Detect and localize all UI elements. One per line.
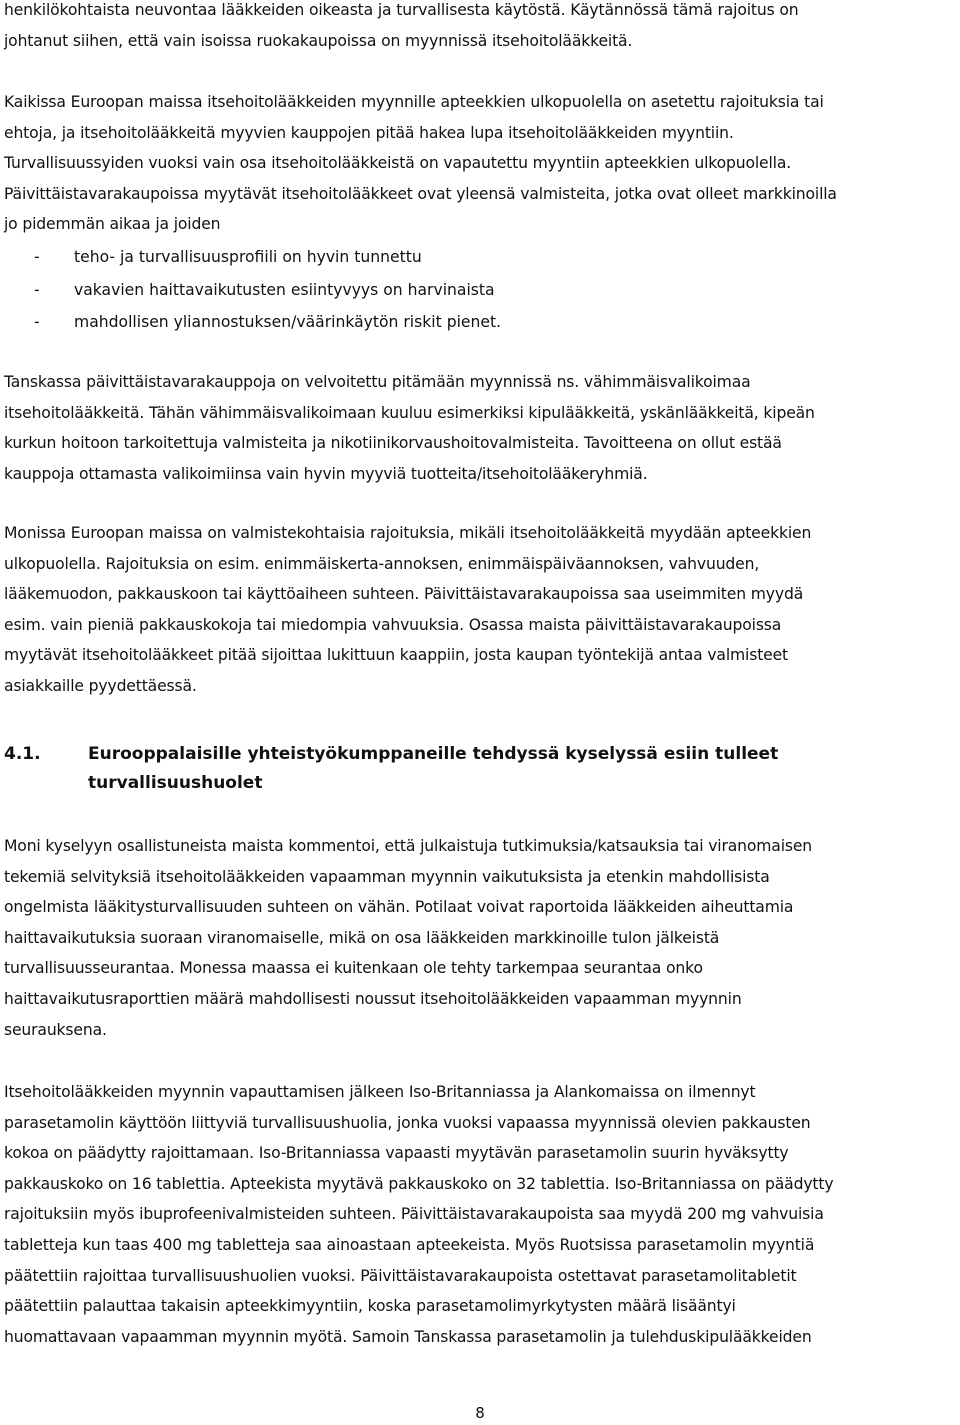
dash-bullet: -	[34, 280, 40, 299]
text-line: Turvallisuussyiden vuoksi vain osa itsehoitolääkkeistä on vapautettu myyntiin apteekkien ulkopuolella.	[4, 154, 792, 173]
text-line: henkilökohtaista neuvontaa lääkkeiden oikeasta ja turvallisesta käytöstä. Käytännössä tämä rajoitus on	[4, 1, 799, 19]
text-line: kokoa on päädytty rajoittamaan. Iso-Britanniassa vapaasti myytävän parasetamolin suurin hyväksytty	[4, 1144, 789, 1163]
text-line: Tanskassa päivittäistavarakauppoja on velvoitettu pitämään myynnissä ns. vähimmäisvalikoimaa	[4, 373, 751, 391]
text-line: tekemiä selvityksiä itsehoitolääkkeiden vapaamman myynnin vaikutuksista ja etenkin mahdollisista	[4, 867, 770, 886]
text-line: parasetamolin käyttöön liittyviä turvallisuushuolia, jonka vuoksi vapaassa myynnissä olevien pakkausten	[4, 1113, 811, 1132]
survey-paragraph	[4, 831, 812, 1045]
text-line: huomattavaan vapaamman myynnin myötä. Samoin Tanskassa parasetamolin ja tulehduskipulääkkeiden	[4, 1327, 812, 1346]
list-item-text: vakavien haittavaikutusten esiintyvyys on harvinaista	[74, 280, 495, 299]
intro-paragraph	[4, 0, 799, 56]
dash-bullet: -	[34, 248, 40, 266]
text-line: haittavaikutusraporttien määrä mahdollisesti noussut itsehoitolääkkeiden vapaamman myynnin	[4, 989, 742, 1008]
text-line: ongelmista lääkitysturvallisuuden suhteen on vähän. Potilaat voivat raportoida lääkkeiden aiheuttamia	[4, 898, 794, 917]
text-line: päätettiin palauttaa takaisin apteekkimyyntiin, koska parasetamolimyrkytysten määrä lisääntyi	[4, 1297, 736, 1316]
list-item	[4, 241, 501, 274]
text-line: ehtoja, ja itsehoitolääkkeitä myyvien kauppojen pitää hakea lupa itsehoitolääkkeiden myyntiin.	[4, 123, 734, 142]
text-line: rajoituksiin myös ibuprofeenivalmisteiden suhteen. Päivittäistavarakaupoista saa myydä 200 mg vahvuisia	[4, 1205, 824, 1224]
denmark-paragraph	[4, 367, 815, 489]
text-line: asiakkaille pyydettäessä.	[4, 676, 197, 695]
text-line: myytävät itsehoitolääkkeet pitää sijoittaa lukittuun kaappiin, josta kaupan työntekijä antaa valmisteet	[4, 646, 789, 665]
dash-bullet: -	[34, 313, 40, 331]
text-line: Kaikissa Euroopan maissa itsehoitolääkkeiden myynnille apteekkien ulkopuolella on asetettu rajoituksia tai	[4, 93, 824, 111]
section-title-line: turvallisuushuolet	[88, 773, 263, 793]
text-line: esim. vain pieniä pakkauskokoja tai miedompia vahvuuksia. Osassa maista päivittäistavarakaupoissa	[4, 615, 782, 634]
text-line: seurauksena.	[4, 1020, 107, 1039]
text-line: jo pidemmän aikaa ja joiden	[4, 215, 221, 234]
list-item	[4, 306, 501, 339]
text-line: pakkauskoko on 16 tablettia. Apteekista myytävä pakkauskoko on 32 tablettia. Iso-Britanniassa on päädytty	[4, 1174, 834, 1193]
text-line: lääkemuodon, pakkauskoon tai käyttöaiheen suhteen. Päivittäistavarakaupoissa saa useimmiten myydä	[4, 585, 804, 604]
list-item-text: mahdollisen yliannostuksen/väärinkäytön riskit pienet.	[74, 313, 502, 331]
page-number: 8	[475, 1404, 485, 1422]
text-line: Itsehoitolääkkeiden myynnin vapauttamisen jälkeen Iso-Britanniassa ja Alankomaissa on ilmennyt	[4, 1083, 756, 1101]
text-line: turvallisuusseurantaa. Monessa maassa ei kuitenkaan ole tehty tarkempaa seurantaa onko	[4, 959, 703, 978]
text-line: kurkun hoitoon tarkoitettuja valmisteita ja nikotiinikorvaushoitovalmisteita. Tavoitteena on ollut estää	[4, 434, 782, 453]
text-line: itsehoitolääkkeitä. Tähän vähimmäisvalikoimaan kuuluu esimerkiksi kipulääkkeitä, yskänlääkkeitä, kipeän	[4, 403, 815, 422]
section-number: 4.1.	[4, 744, 41, 764]
text-line: Moni kyselyyn osallistuneista maista kommentoi, että julkaistuja tutkimuksia/katsauksia tai viranomaisen	[4, 837, 813, 855]
product-restrictions-paragraph	[4, 518, 811, 702]
text-line: tabletteja kun taas 400 mg tabletteja saa ainoastaan apteekeista. Myös Ruotsissa parasetamolin myyntiä	[4, 1235, 815, 1254]
text-line: ulkopuolella. Rajoituksia on esim. enimmäiskerta-annoksen, enimmäispäiväannoksen, vahvuuden,	[4, 554, 760, 573]
text-line: päätettiin rajoittaa turvallisuushuolien vuoksi. Päivittäistavarakaupoista ostettavat parasetamolitabletit	[4, 1266, 797, 1285]
text-line: kauppoja ottamasta valikoimiinsa vain hyvin myyviä tuotteita/itsehoitolääkeryhmiä.	[4, 464, 648, 483]
text-line: Monissa Euroopan maissa on valmistekohtaisia rajoituksia, mikäli itsehoitolääkkeitä myydään apteekkien	[4, 524, 812, 542]
paracetamol-paragraph	[4, 1077, 833, 1352]
list-item	[4, 274, 501, 307]
eu-restrictions-paragraph	[4, 87, 837, 240]
criteria-list	[4, 241, 501, 339]
section-title-line: Eurooppalaisille yhteistyökumppaneille tehdyssä kyselyssä esiin tulleet	[88, 744, 779, 764]
text-line: Päivittäistavarakaupoissa myytävät itsehoitolääkkeet ovat yleensä valmisteita, jotka ovat olleet markkinoilla	[4, 184, 837, 203]
text-line: haittavaikutuksia suoraan viranomaiselle, mikä on osa lääkkeiden markkinoille tulon jälkeistä	[4, 928, 720, 947]
section-title	[88, 740, 778, 798]
list-item-text: teho- ja turvallisuusprofiili on hyvin tunnettu	[74, 248, 422, 266]
text-line: johtanut siihen, että vain isoissa ruokakaupoissa on myynnissä itsehoitolääkkeitä.	[4, 31, 633, 50]
